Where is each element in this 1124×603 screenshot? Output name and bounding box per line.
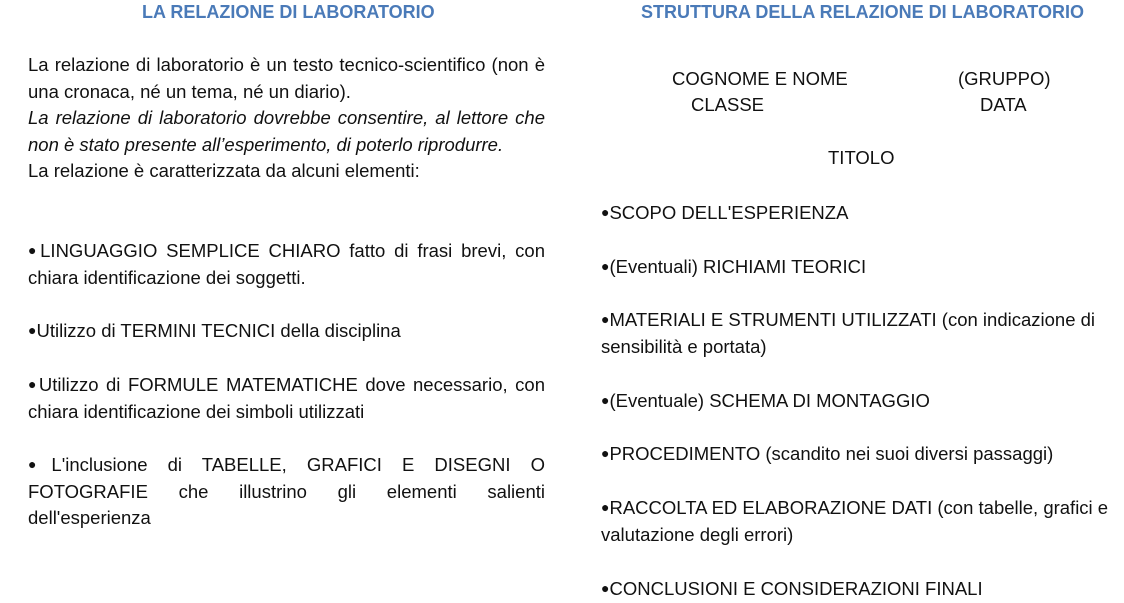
feature-text: Utilizzo di TERMINI TECNICI della disciplina xyxy=(36,320,401,341)
bullet-icon: ● xyxy=(601,204,610,220)
structure-text: PROCEDIMENTO (scandito nei suoi diversi passaggi) xyxy=(609,443,1054,464)
feature-item xyxy=(28,317,545,345)
bullet-icon: ● xyxy=(601,499,610,515)
feature-text: LINGUAGGIO SEMPLICE CHIARO fatto di frasi brevi, con chiara identificazione dei soggetti. xyxy=(28,240,545,288)
structure-item xyxy=(601,575,1116,602)
structure-text: MATERIALI E STRUMENTI UTILIZZATI (con indicazione di sensibilità e portata) xyxy=(601,309,1096,357)
structure-text: (Eventuale) SCHEMA DI MONTAGGIO xyxy=(609,390,930,411)
title-label: TITOLO xyxy=(828,147,895,168)
bullet-icon: ● xyxy=(601,392,610,408)
feature-text: L'inclusione di TABELLE, GRAFICI E DISEGNI O FOTOGRAFIE che illustrino gli elementi salienti dell'esperienza xyxy=(28,454,545,528)
feature-item xyxy=(28,237,545,291)
bullet-icon: ● xyxy=(601,258,610,274)
feature-item xyxy=(28,451,545,532)
structure-item xyxy=(601,253,1116,280)
feature-text: Utilizzo di FORMULE MATEMATICHE dove necessario, con chiara identificazione dei simboli utilizzati xyxy=(28,374,545,422)
bullet-icon: ● xyxy=(28,322,37,338)
bullet-icon: ● xyxy=(601,580,610,596)
structure-item xyxy=(601,306,1116,360)
structure-text: (Eventuali) RICHIAMI TEORICI xyxy=(609,256,867,277)
structure-item xyxy=(601,387,1116,414)
bullet-icon: ● xyxy=(601,445,610,461)
left-heading: LA RELAZIONE DI LABORATORIO xyxy=(142,2,435,22)
intro-italic-statement: La relazione di laboratorio dovrebbe consentire, al lettore che non è stato presente all’esperimento, di poterlo riprodurre. xyxy=(28,107,545,155)
intro-definition: La relazione di laboratorio è un testo tecnico-scientifico (non è una cronaca, né un tema, né un diario). xyxy=(28,54,545,102)
intro-elements-lead: La relazione è caratterizzata da alcuni elementi: xyxy=(28,160,420,181)
structure-item xyxy=(601,494,1116,548)
class-label: CLASSE xyxy=(691,94,765,115)
group-label: (GRUPPO) xyxy=(958,68,1051,89)
structure-text: RACCOLTA ED ELABORAZIONE DATI (con tabelle, grafici e valutazione degli errori) xyxy=(601,497,1109,545)
structure-item xyxy=(601,199,1116,226)
bullet-icon: ● xyxy=(28,376,39,392)
feature-item xyxy=(28,371,545,425)
structure-item xyxy=(601,440,1116,467)
date-label: DATA xyxy=(980,94,1027,115)
name-label: COGNOME E NOME xyxy=(672,68,848,89)
structure-text: SCOPO DELL'ESPERIENZA xyxy=(609,202,849,223)
bullet-icon: ● xyxy=(28,456,52,472)
right-heading: STRUTTURA DELLA RELAZIONE DI LABORATORIO xyxy=(641,2,1084,22)
structure-text: CONCLUSIONI E CONSIDERAZIONI FINALI xyxy=(609,578,983,599)
intro-block xyxy=(28,52,545,185)
bullet-icon: ● xyxy=(28,242,41,258)
bullet-icon: ● xyxy=(601,311,610,327)
